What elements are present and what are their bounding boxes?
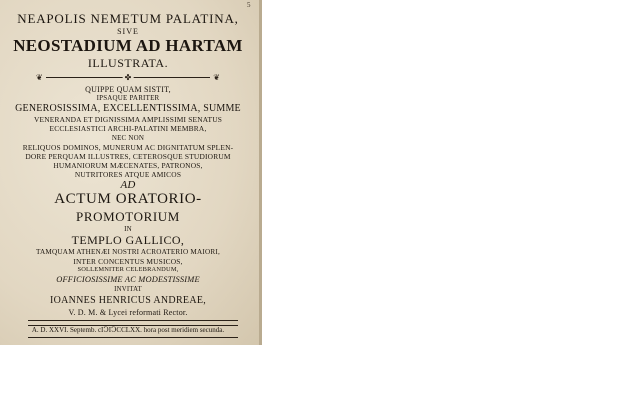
quippe-line: QUIPPE QUAM SISTIT, bbox=[85, 85, 171, 94]
reliquos-line: RELIQUOS DOMINOS, MUNERUM AC DIGNITATUM SPLEN- bbox=[22, 143, 234, 152]
folio-number: 5 bbox=[247, 1, 251, 9]
page-edge bbox=[259, 0, 262, 345]
templo-line: TEMPLO GALLICO, bbox=[71, 233, 185, 247]
ad-line: AD bbox=[120, 179, 136, 191]
athenaei-line: TAMQUAM ATHENÆI NOSTRI ACROATERIO MAIORI, bbox=[36, 248, 220, 256]
ornamental-rule bbox=[36, 73, 220, 82]
nutritores-line: NUTRITORES ATQUE AMICOS bbox=[74, 170, 182, 179]
humaniorum-line: HUMANIORUM MÆCENATES, PATRONOS, bbox=[53, 161, 203, 170]
title-line-3: ILLUSTRATA. bbox=[87, 56, 169, 70]
bottom-rule bbox=[28, 337, 238, 338]
ecclesiastici-line: ECCLESIASTICI ARCHI-PALATINI MEMBRA, bbox=[49, 124, 207, 133]
dore-line: DORE PERQUAM ILLUSTRES, CETEROSQUE STUDIORUM bbox=[25, 152, 231, 161]
promotorium-line: PROMOTORIUM bbox=[76, 209, 180, 224]
sive-line: SIVE bbox=[117, 27, 139, 36]
ipsaque-line: IPSAQUE PARITER bbox=[96, 94, 160, 102]
actum-line: ACTUM ORATORIO- bbox=[54, 191, 202, 207]
scanned-page bbox=[0, 0, 262, 345]
rector-line: V. D. M. & Lycei reformati Rector. bbox=[68, 308, 188, 317]
title-line-2: NEOSTADIUM AD HARTAM bbox=[13, 36, 243, 55]
left-ornament-icon: ❦ bbox=[36, 73, 43, 82]
officiosissime-line: OFFICIOSISSIME AC MODESTISSIME bbox=[56, 275, 200, 284]
center-ornament-icon: ✤ bbox=[124, 73, 132, 82]
invitat-line: INVITAT bbox=[114, 286, 142, 293]
sollemniter-line: SOLLEMNITER CELEBRANDUM, bbox=[77, 266, 179, 273]
right-ornament-icon: ❦ bbox=[213, 73, 220, 82]
concentus-line: INTER CONCENTUS MUSICOS, bbox=[73, 257, 183, 266]
nec-non-line: NEC NON bbox=[111, 134, 145, 142]
generosissima-line: GENEROSISSIMA, EXCELLENTISSIMA, SUMME bbox=[15, 103, 241, 114]
in-line: IN bbox=[124, 225, 132, 233]
title-line-1: NEAPOLIS NEMETUM PALATINA, bbox=[17, 11, 239, 26]
veneranda-line: VENERANDA ET DIGNISSIMA AMPLISSIMI SENATUS bbox=[33, 115, 223, 124]
author-line: IOANNES HENRICUS ANDREAE, bbox=[49, 295, 207, 306]
date-line: A. D. XXVI. Septemb. cIↃIↃCCLXX. hora post meridiem secunda. bbox=[31, 326, 225, 334]
